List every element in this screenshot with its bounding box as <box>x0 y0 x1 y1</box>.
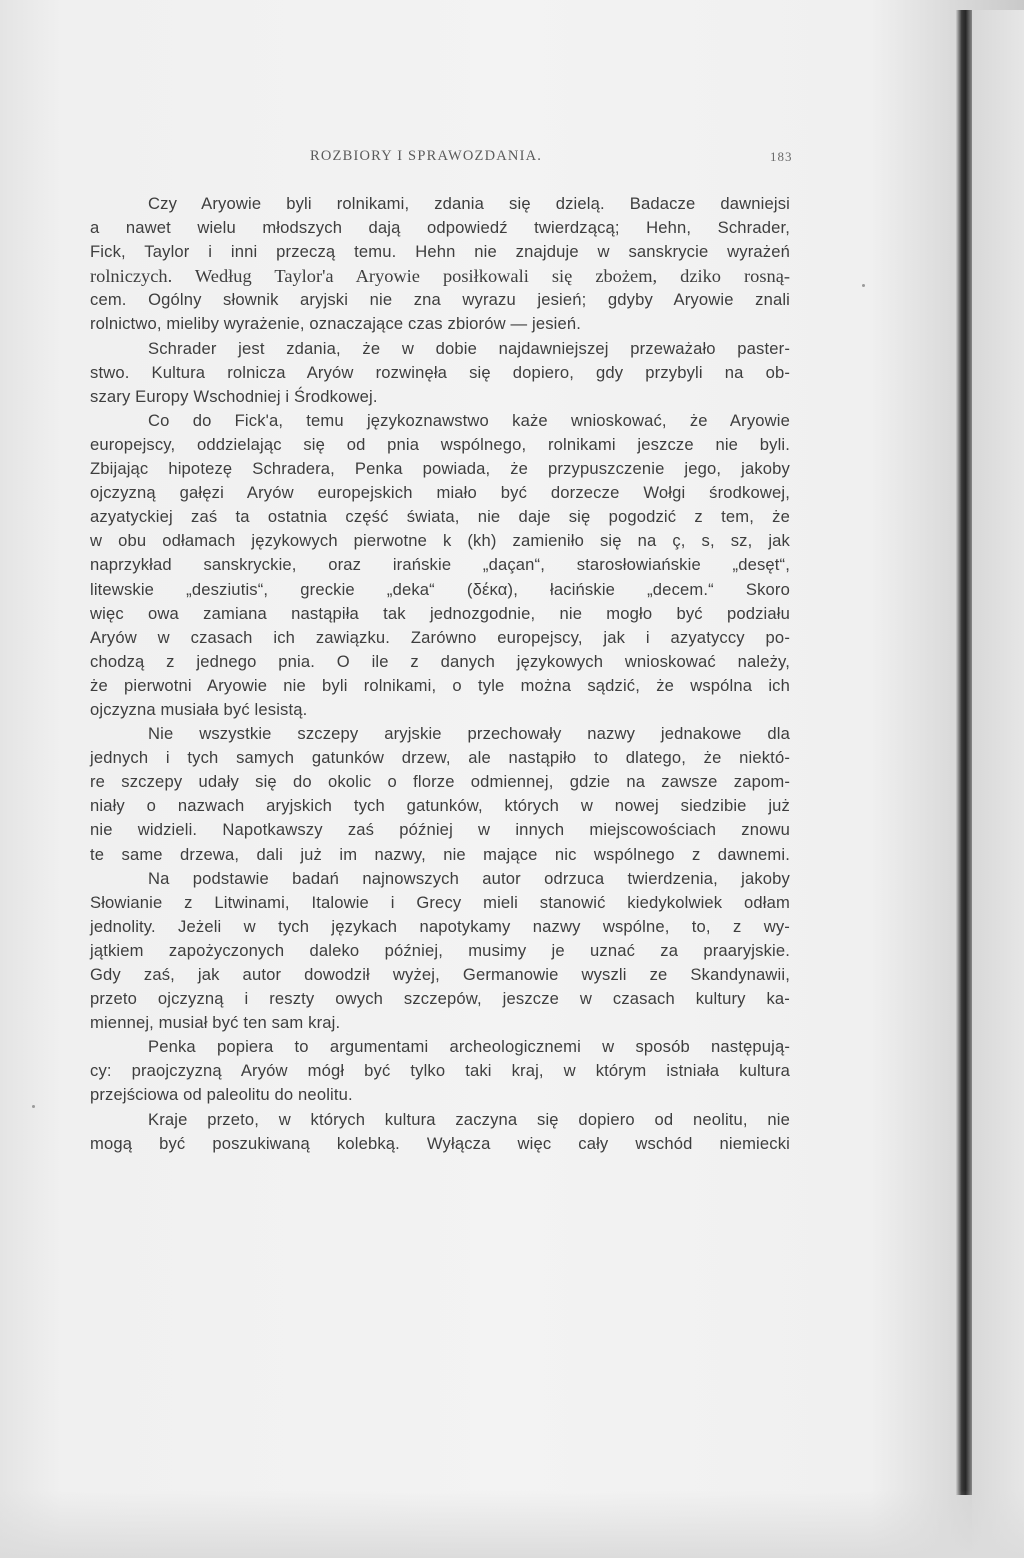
body-text <box>90 192 790 1156</box>
text-line: cem. Ogólny słownik aryjski nie zna wyrazu jesień; gdyby Aryowie znali <box>90 290 790 310</box>
text-line: rolniczych. Według Taylor'a Aryowie posiłkowali się zbożem, dziko rosną- <box>90 266 790 287</box>
paragraph-first-line: Nie wszystkie szczepy aryjskie przechowały nazwy jednakowe dla <box>148 724 790 744</box>
text-line: nie widzieli. Napotkawszy zaś później w innych miejscowościach znowu <box>90 820 790 840</box>
text-line: ojczyzna musiała być lesistą. <box>90 699 308 719</box>
paragraph-first-line: Schrader jest zdania, że w dobie najdawniejszej przeważało paster- <box>148 338 790 358</box>
text-line: te same drzewa, dali już im nazwy, nie mające nic wspólnego z dawnemi. <box>90 844 790 864</box>
text-line: przeto ojczyzną i reszty owych szczepów, jeszcze w czasach kultury ka- <box>90 989 790 1009</box>
text-line: Zbijając hipotezę Schradera, Penka powiada, że przypuszczenie jego, jakoby <box>90 459 790 479</box>
page-number: 183 <box>770 149 793 164</box>
scan-speck <box>32 1105 35 1108</box>
book-spine-shadow <box>956 10 972 1495</box>
text-line: litewskie „desziutis“, greckie „deka“ (δέκα), łacińskie „decem.“ Skoro <box>90 579 790 599</box>
text-line: cy: praojczyzną Aryów mógł być tylko taki kraj, w którym istniała kultura <box>90 1061 790 1081</box>
text-line: więc owa zamiana nastąpiła tak jednozgodnie, nie mogło być podziału <box>90 603 790 623</box>
text-line: w obu odłamach językowych pierwotne k (kh) zamieniło się na ç, s, sz, jak <box>90 531 790 551</box>
text-line: re szczepy udały się do okolic o florze odmiennej, gdzie na zawsze zapom- <box>90 772 790 792</box>
paragraph-first-line: Penka popiera to argumentami archeologicznemi w sposób następują- <box>148 1037 790 1057</box>
text-line: Gdy zaś, jak autor dowodził wyżej, Germanowie wyszli ze Skandynawii, <box>90 965 790 984</box>
text-line: jątkiem zapożyczonych daleko później, musimy je uznać za praaryjskie. <box>90 940 790 960</box>
text-line: a nawet wielu młodszych dają odpowiedź twierdzącą; Hehn, Schrader, <box>90 218 790 238</box>
text-line: naprzykład sanskryckie, oraz irańskie „daçan“, starosłowiańskie „desęt“, <box>90 555 790 575</box>
text-line: Fick, Taylor i inni przeczą temu. Hehn nie znajduje w sanskrycie wyrażeń <box>90 242 790 262</box>
text-line: szary Europy Wschodniej i Środkowej. <box>90 386 378 406</box>
scan-speck <box>862 284 865 287</box>
paragraph-first-line: Na podstawie badań najnowszych autor odrzuca twierdzenia, jakoby <box>148 868 790 888</box>
paragraph-first-line: Co do Fick'a, temu językoznawstwo każe wnioskować, że Aryowie <box>148 410 790 430</box>
text-line: azyatyckiej zaś ta ostatnia część świata, nie daje się pogodzić z tem, że <box>90 507 790 527</box>
bottom-shadow <box>0 1490 1024 1558</box>
text-line: jednych i tych samych gatunków drzew, ale nastąpiło to dlatego, że niektó- <box>90 748 790 768</box>
text-line: ojczyzną gałęzi Aryów europejskich miało być dorzecze Wołgi środkowej, <box>90 483 790 503</box>
text-line: przejściowa od paleolitu do neolitu. <box>90 1085 353 1105</box>
text-line: że pierwotni Aryowie nie byli rolnikami, o tyle można sądzić, że wspólna ich <box>90 675 790 695</box>
page-edge <box>972 10 1024 1558</box>
running-head: ROZBIORY I SPRAWOZDANIA. <box>310 148 543 164</box>
paragraph-first-line: Kraje przeto, w których kultura zaczyna się dopiero od neolitu, nie <box>148 1109 790 1129</box>
text-line: stwo. Kultura rolnicza Aryów rozwinęła się dopiero, gdy przybyli na ob- <box>90 362 790 382</box>
text-line: chodzą z jednego pnia. O ile z danych językowych wnioskować należy, <box>90 651 790 671</box>
paragraph-first-line: Czy Aryowie byli rolnikami, zdania się dzielą. Badacze dawniejsi <box>148 194 790 213</box>
text-line: niały o nazwach aryjskich tych gatunków, których w nowej siedzibie już <box>90 796 790 816</box>
text-line: europejscy, oddzielając się od pnia wspólnego, rolnikami jeszcze nie byli. <box>90 434 790 454</box>
text-line: rolnictwo, mieliby wyrażenie, oznaczające czas zbiorów — jesień. <box>90 314 582 334</box>
text-line: Aryów w czasach ich zawiązku. Zarówno europejscy, jak i azyatyccy po- <box>90 627 790 647</box>
text-line: jednolity. Jeżeli w tych językach napotykamy nazwy wspólne, to, z wy- <box>90 916 790 936</box>
text-line: miennej, musiał być ten sam kraj. <box>90 1013 341 1033</box>
text-line: mogą być poszukiwaną kolebką. Wyłącza więc cały wschód niemiecki <box>90 1133 790 1153</box>
text-line: Słowianie z Litwinami, Italowie i Grecy mieli stanowić kiedykolwiek odłam <box>90 892 790 912</box>
